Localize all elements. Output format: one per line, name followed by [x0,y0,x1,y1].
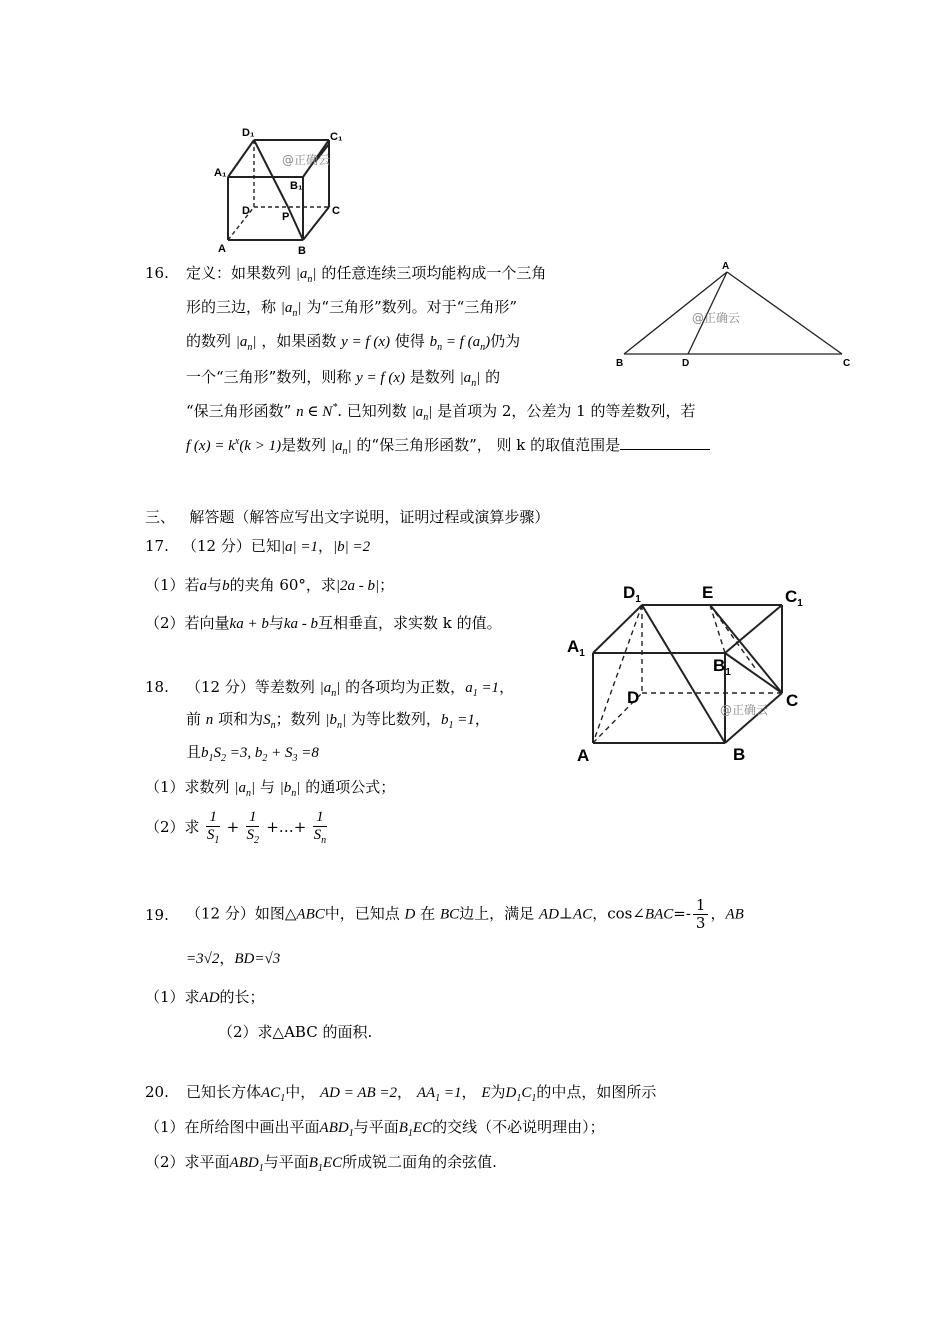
q18-line3: 且$b_1S_2 =3$, $b_2 + S_3 =8$ [186,743,319,764]
label-c1: C₁ [330,131,343,143]
q19-number: 19. [145,906,169,924]
label-p: P [282,211,290,223]
q16-number: 16. [145,264,169,282]
q17-part1: （1）若a与b的夹角 60°，求|2a - b|； [145,576,395,594]
q20-line1: 已知长方体$AC_1$中， AD = AB =2， $AA_1 =1$， E为$D_1C_1$的中点，如图所示 [186,1083,657,1104]
label-a1: A₁ [214,167,227,179]
q19-line1: （12 分）如图△ABC中，已知点 D 在 BC边上，满足 AD⊥AC，cos∠BAC=- $\frac{1}{3}$ ，AB [186,896,744,932]
q16-line2: 形的三边，称 $|a_n|$ 为“三角形”数列。对于“三角形” [186,298,518,319]
cube-figure [210,122,350,257]
q19-line2: =3√2，BD=√3 [186,949,281,967]
triangle-figure [610,262,855,370]
q19-part1: （1）求AD的长； [145,988,265,1006]
label-d: D [242,205,250,217]
label-b1: B₁ [290,180,303,192]
q18-part1: （1）求数列 $|a_n|$ 与 $|b_n|$ 的通项公式； [145,778,396,799]
q18-line2: 前 n 项和为$S_n$；数列 $|b_n|$ 为等比数列，$b_1 =1$， [186,710,490,731]
watermark: @正确云 [692,311,741,325]
section-3-heading: 三、 解答题（解答应写出文字说明，证明过程或演算步骤） [145,508,550,526]
label-d: D [627,688,640,707]
q18-part2: （2）求 $\frac{1}{S_1}$ + $\frac{1}{S_2}$ +…+ $\frac{1}{S_n}$ [145,809,327,846]
answer-blank[interactable] [620,449,710,450]
q20-number: 20. [145,1083,169,1101]
label-c: C [786,691,799,710]
label-d: D [682,358,690,369]
label-e: E [702,583,714,602]
q20-part1: （1）在所给图中画出平面$ABD_1$与平面$B_1EC$的交线（不必说明理由）； [145,1118,605,1139]
box-figure [565,578,815,768]
label-a1: $A_1$ [567,637,585,659]
label-d1: D₁ [242,127,255,139]
label-d1: $D_1$ [623,583,641,605]
label-c1: $C_1$ [785,587,803,609]
q20-part2: （2）求平面$ABD_1$与平面$B_1EC$所成锐二面角的余弦值. [145,1153,497,1174]
label-a: A [218,243,226,255]
q17-number: 17. [145,537,169,555]
label-b: B [298,245,306,257]
watermark: @正确云 [282,153,331,167]
q16-line1: 定义：如果数列 $|a_n|$ 的任意连续三项均能构成一个三角 [186,264,547,285]
label-a: A [577,746,590,765]
q18-line1: （12 分）等差数列 $|a_n|$ 的各项均为正数，$a_1 =1$， [186,678,515,699]
label-b: B [733,745,746,764]
q17-part2: （2）若向量ka + b与ka - b互相垂直，求实数 k 的值。 [145,614,502,632]
q16-line6: f $(x) = k^x(k > 1)$是数列 $|a_n|$ 的“保三角形函数”， 则 k 的取值范围是 [186,437,710,457]
q16-line3: 的数列 $|a_n|$ ，如果函数 y = f (x) 使得 $b_n = f$ $(a_n)$仍为 [186,332,521,353]
label-c: C [843,358,851,369]
label-c: C [332,205,340,217]
q16-line4: 一个“三角形”数列，则称 y = f (x) 是数列 $|a_n|$ 的 [186,368,501,389]
label-b: B [616,358,624,369]
q18-number: 18. [145,678,169,696]
label-b1: $B_1$ [713,656,731,678]
watermark: @正确云 [720,703,769,717]
label-a: A [722,261,730,272]
q17-line1: （12 分）已知|a| =1，|b| =2 [182,537,371,555]
q19-part2: （2）求△ABC 的面积. [218,1023,373,1041]
q16-line5: “保三角形函数” n ∈ N*. 已知列数 $|a_n|$ 是首项为 2，公差为 1 的等差数列，若 [186,402,696,423]
